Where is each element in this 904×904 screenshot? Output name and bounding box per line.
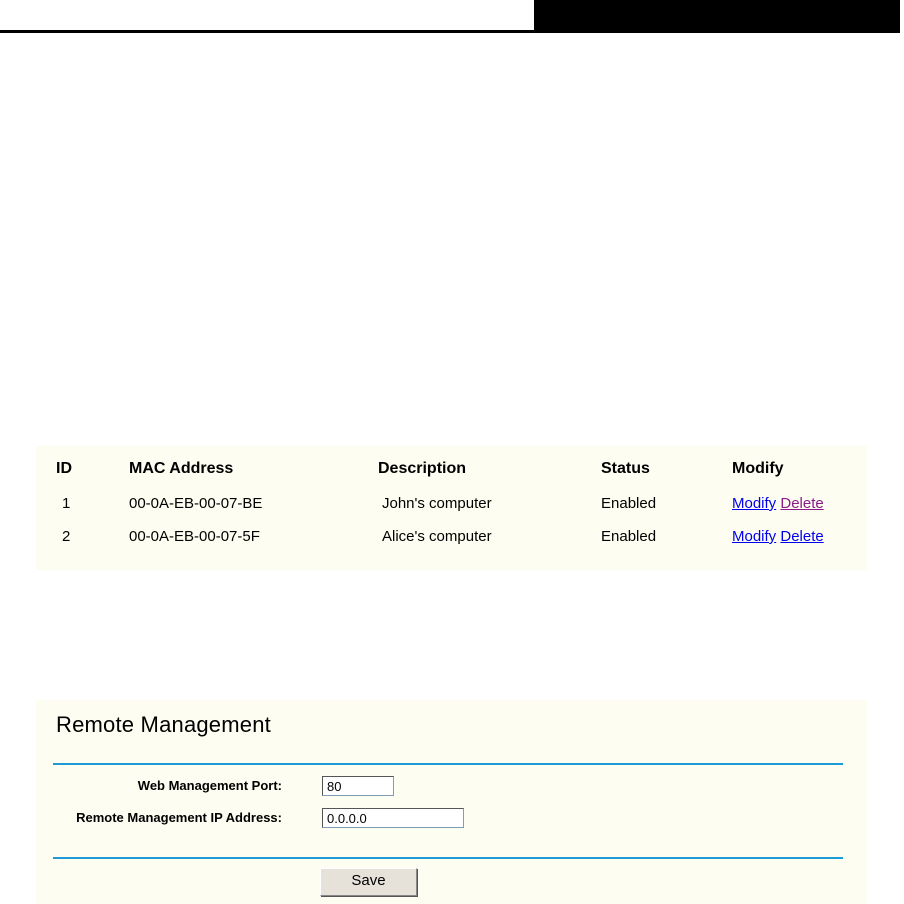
modify-link[interactable]: Modify — [732, 528, 777, 545]
page-title: Remote Management — [56, 712, 271, 737]
acl-table-panel — [36, 446, 867, 570]
delete-link[interactable]: Delete — [780, 495, 824, 512]
cell-status: Enabled — [601, 495, 657, 512]
ip-address-input[interactable] — [322, 808, 464, 828]
web-port-label: Web Management Port: — [137, 778, 282, 793]
header-mac-address: MAC Address — [129, 460, 234, 477]
cell-mac: 00-0A-EB-00-07-5F — [129, 528, 260, 545]
divider-bottom — [53, 857, 843, 859]
header-status: Status — [601, 460, 650, 477]
header-modify: Modify — [732, 460, 784, 477]
header-description: Description — [378, 460, 467, 477]
cell-description: Alice's computer — [382, 528, 492, 545]
cell-actions — [732, 528, 824, 545]
cell-description: John's computer — [382, 495, 492, 512]
divider-top — [53, 763, 843, 765]
web-port-input[interactable] — [322, 776, 394, 796]
cell-actions — [732, 495, 824, 512]
save-button[interactable]: Save — [320, 868, 417, 896]
cell-mac: 00-0A-EB-00-07-BE — [129, 495, 263, 512]
header-block — [534, 0, 900, 31]
cell-status: Enabled — [601, 528, 657, 545]
ip-address-label: Remote Management IP Address: — [76, 810, 282, 825]
cell-id: 2 — [62, 528, 71, 545]
modify-link[interactable]: Modify — [732, 495, 777, 512]
cell-id: 1 — [62, 495, 71, 512]
delete-link[interactable]: Delete — [780, 528, 824, 545]
header-id: ID — [56, 460, 72, 477]
remote-management-panel — [36, 700, 867, 904]
